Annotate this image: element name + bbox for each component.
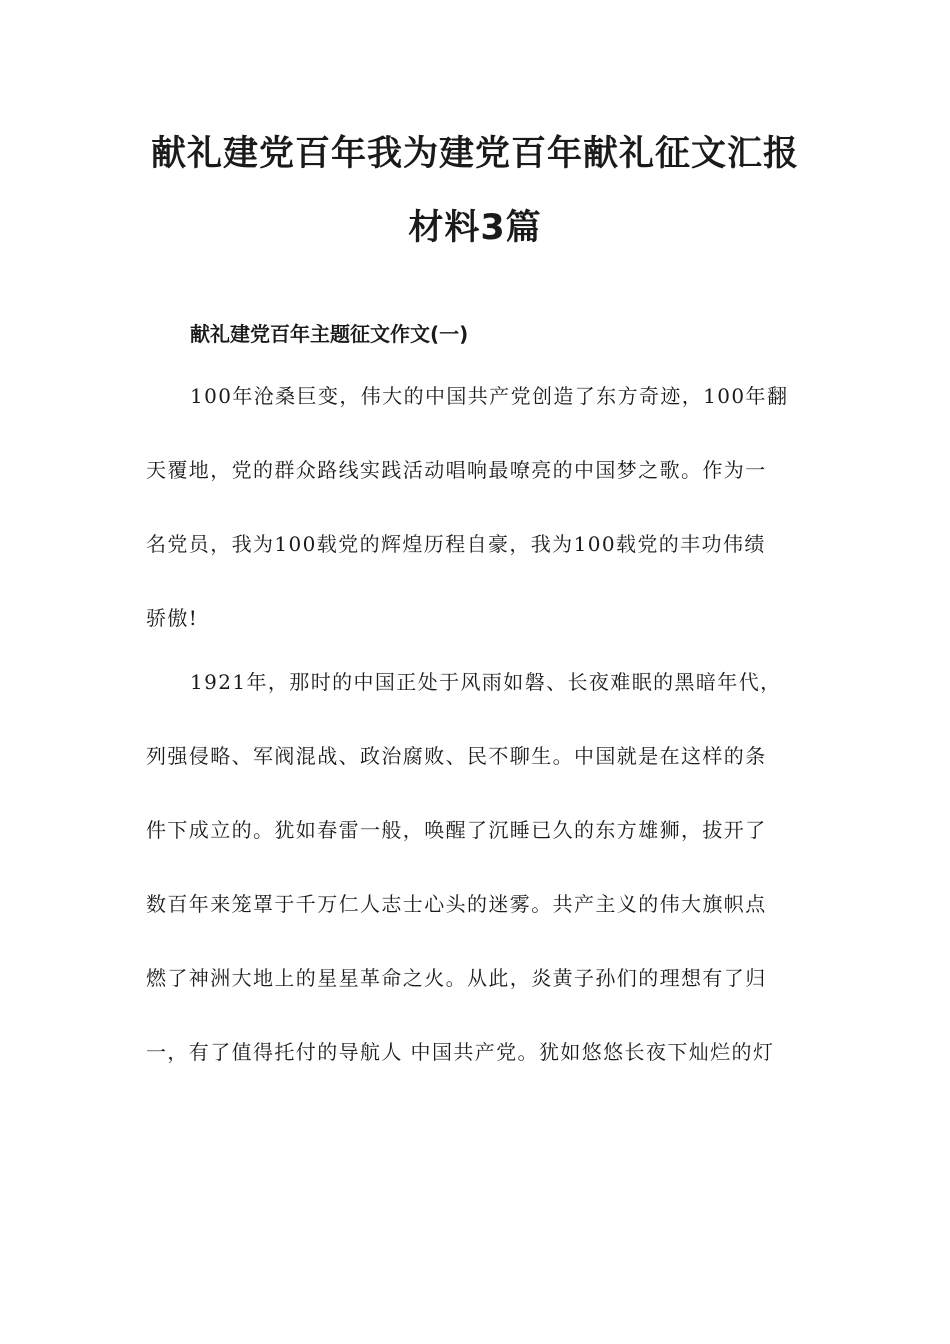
body-line: 燃了神洲大地上的星星革命之火。从此，炎黄子孙们的理想有了归 (146, 966, 767, 990)
document-title-line-2: 材料3篇 (408, 208, 542, 248)
body-line: 骄傲! (146, 606, 199, 630)
body-line: 一，有了值得托付的导航人 中国共产党。犹如悠悠长夜下灿烂的灯 (146, 1040, 775, 1064)
section-heading: 献礼建党百年主题征文作文(一) (190, 322, 469, 346)
body-line: 件下成立的。犹如春雷一般，唤醒了沉睡已久的东方雄狮，拔开了 (146, 818, 767, 842)
document-title-line-1: 献礼建党百年我为建党百年献礼征文汇报 (150, 134, 799, 174)
body-line: 天覆地，党的群众路线实践活动唱响最嘹亮的中国梦之歌。作为一 (146, 458, 767, 482)
body-line: 100年沧桑巨变，伟大的中国共产党创造了东方奇迹，100年翻 (190, 384, 789, 408)
body-line: 列强侵略、军阀混战、政治腐败、民不聊生。中国就是在这样的条 (146, 744, 767, 768)
body-line: 数百年来笼罩于千万仁人志士心头的迷雾。共产主义的伟大旗帜点 (146, 892, 767, 916)
body-line: 名党员，我为100载党的辉煌历程自豪，我为100载党的丰功伟绩 (146, 532, 766, 556)
body-line: 1921年，那时的中国正处于风雨如磐、长夜难眠的黑暗年代， (190, 670, 782, 694)
